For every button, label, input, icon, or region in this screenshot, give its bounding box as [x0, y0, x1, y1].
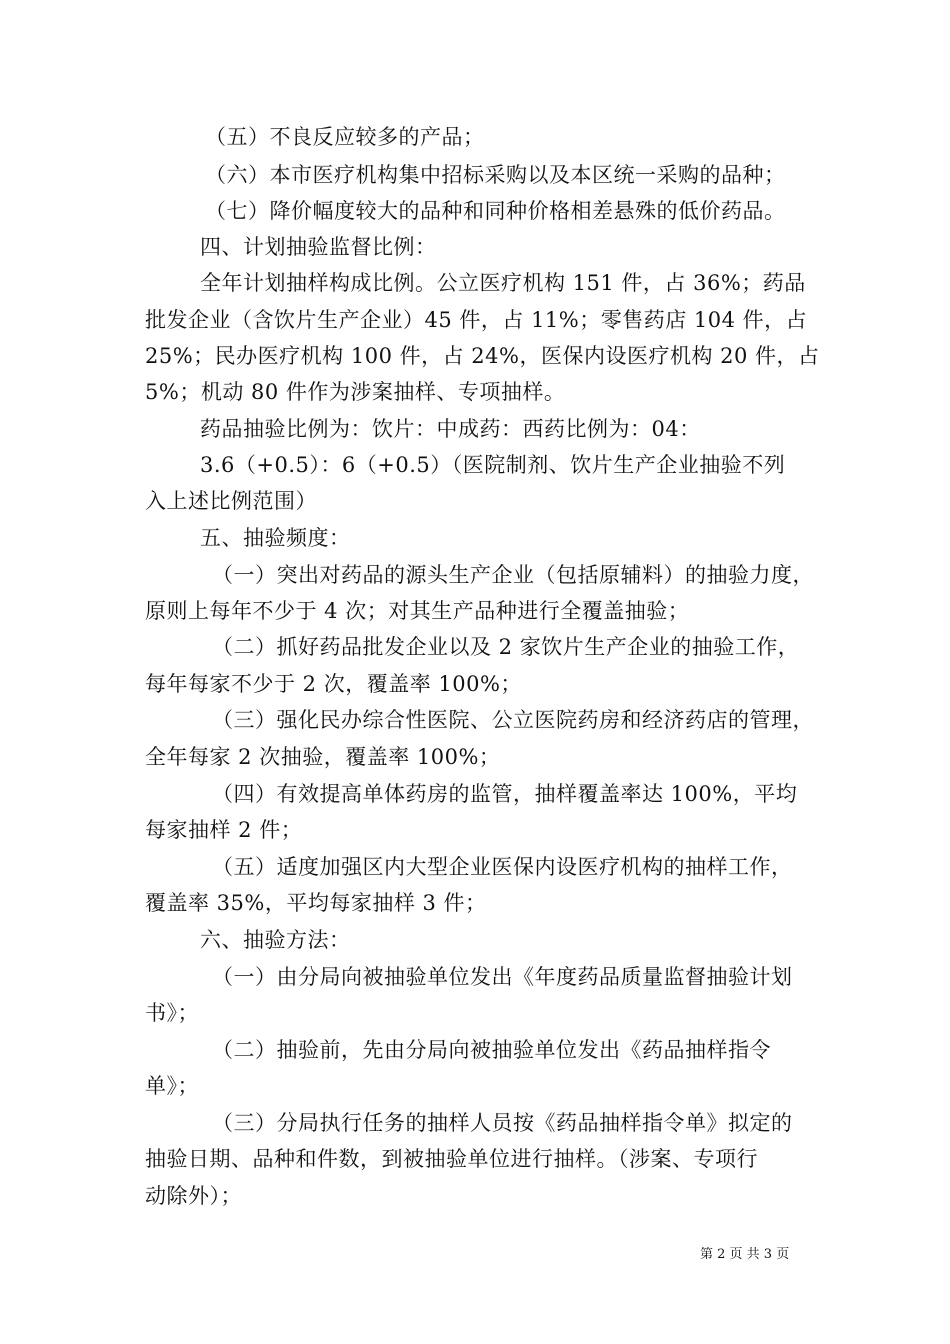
paragraph-line: （四）有效提高单体药房的监管，抽样覆盖率达 100%，平均 — [212, 782, 798, 806]
paragraph-line: 全年每家 2 次抽验，覆盖率 100%； — [145, 745, 501, 769]
paragraph-line: （二）抓好药品批发企业以及 2 家饮片生产企业的抽验工作， — [212, 635, 800, 659]
paragraph-line: 5%；机动 80 件作为涉案抽样、专项抽样。 — [145, 380, 566, 404]
paragraph-line: 入上述比例范围） — [145, 489, 317, 513]
page-number-footer: 第 2 页 共 3 页 — [700, 1247, 790, 1262]
paragraph-line: 覆盖率 35%，平均每家抽样 3 件； — [145, 891, 487, 915]
paragraph-line: 原则上每年不少于 4 次；对其生产品种进行全覆盖抽验； — [145, 599, 690, 623]
paragraph-line: （五）适度加强区内大型企业医保内设医疗机构的抽样工作， — [212, 855, 793, 879]
paragraph-line: （二）抽验前，先由分局向被抽验单位发出《药品抽样指令 — [212, 1038, 771, 1062]
paragraph-line: （三）分局执行任务的抽样人员按《药品抽样指令单》拟定的 — [212, 1111, 793, 1135]
paragraph-line: （一）由分局向被抽验单位发出《年度药品质量监督抽验计划 — [212, 965, 793, 989]
paragraph-line: 全年计划抽样构成比例。公立医疗机构 151 件，占 36%；药品 — [200, 271, 806, 295]
paragraph-line: 抽验日期、品种和件数，到被抽验单位进行抽样。（涉案、专项行 — [145, 1147, 758, 1171]
paragraph-line: 3.6（+0.5）：6（+0.5）（医院制剂、饮片生产企业抽验不列 — [200, 453, 786, 477]
paragraph-line: 每家抽样 2 件； — [145, 818, 303, 842]
paragraph-line: 药品抽验比例为：饮片：中成药：西药比例为：04： — [200, 417, 701, 441]
paragraph-line: 25%；民办医疗机构 100 件，占 24%，医保内设医疗机构 20 件，占 — [145, 344, 820, 368]
paragraph-line: （三）强化民办综合性医院、公立医院药房和经济药店的管理， — [212, 708, 814, 732]
section-6-heading: 六、抽验方法： — [200, 928, 351, 952]
section-5-heading: 五、抽验频度： — [200, 526, 351, 550]
paragraph-line: （一）突出对药品的源头生产企业（包括原辅料）的抽验力度， — [212, 563, 814, 587]
paragraph-line: 动除外）； — [145, 1184, 242, 1208]
item-5-adverse-reactions: （五）不良反应较多的产品； — [205, 125, 485, 149]
paragraph-line: 书》； — [145, 1001, 199, 1025]
paragraph-line: 批发企业（含饮片生产企业）45 件，占 11%；零售药店 104 件，占 — [145, 308, 808, 332]
paragraph-line: 单》； — [145, 1074, 199, 1098]
section-4-heading: 四、计划抽验监督比例： — [200, 235, 437, 259]
item-7-price-reduction: （七）降价幅度较大的品种和同种价格相差悬殊的低价药品。 — [205, 199, 786, 223]
item-6-procurement: （六）本市医疗机构集中招标采购以及本区统一采购的品种； — [205, 163, 786, 187]
paragraph-line: 每年每家不少于 2 次，覆盖率 100%； — [145, 672, 522, 696]
